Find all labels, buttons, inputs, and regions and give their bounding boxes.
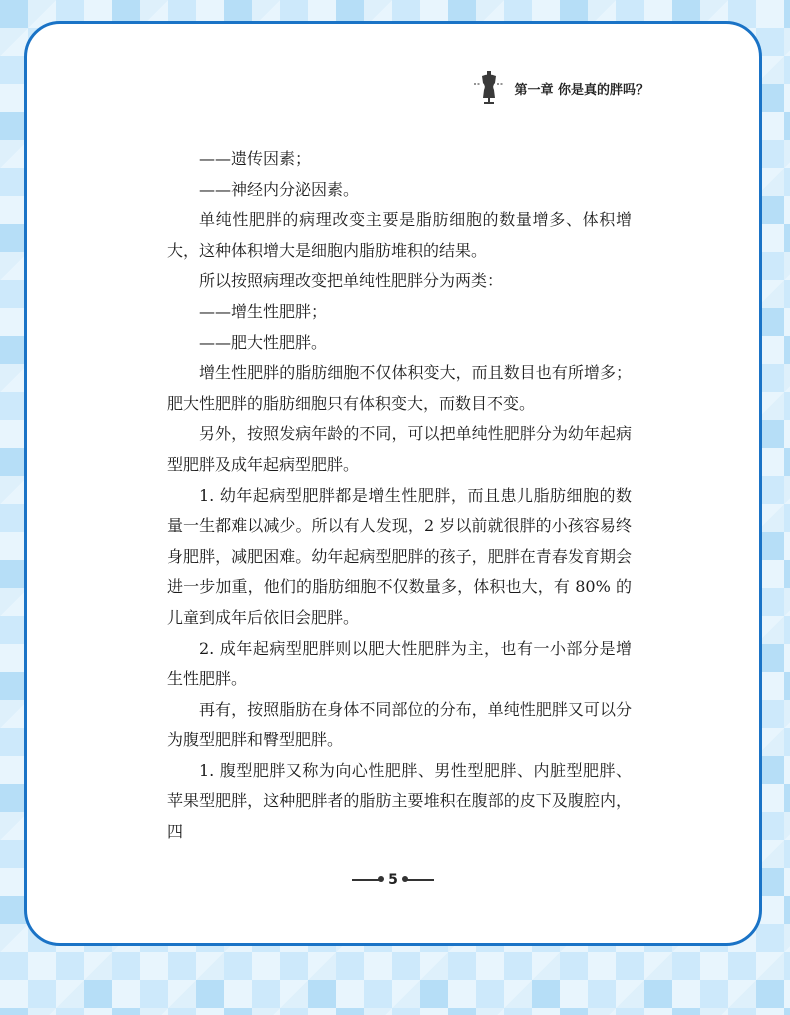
paragraph: 1. 幼年起病型肥胖都是增生性肥胖，而且患儿脂肪细胞的数量一生都难以减少。所以有人发现，2 岁以前就很胖的小孩容易终身肥胖，减肥困难。幼年起病型肥胖的孩子，肥胖在青春发育期会进一步加重，他们的脂肪细胞不仅数量多，体积也大，有 80% 的儿童到成年后依旧会肥胖。	[167, 485, 632, 627]
chapter-title: 第一章 你是真的胖吗？	[514, 82, 649, 98]
page-number: 5	[388, 872, 398, 888]
running-header	[472, 70, 649, 106]
paragraph: ——神经内分泌因素。	[199, 179, 360, 199]
paragraph: 单纯性肥胖的病理改变主要是脂肪细胞的数量增多、体积增大，这种体积增大是细胞内脂肪堆积的结果。	[167, 210, 632, 260]
book-page	[24, 21, 762, 946]
body-text	[167, 144, 632, 848]
dress-form-icon	[472, 70, 506, 106]
paragraph: 再有，按照脂肪在身体不同部位的分布，单纯性肥胖又可以分为腹型肥胖和臀型肥胖。	[167, 699, 632, 750]
paragraph: 所以按照病理改变把单纯性肥胖分为两类：	[199, 271, 504, 291]
right-arrow-icon	[406, 879, 434, 881]
paragraph: ——遗传因素；	[199, 149, 312, 168]
page-footer	[27, 872, 759, 888]
paragraph: 增生性肥胖的脂肪细胞不仅体积变大，而且数目也有所增多；肥大性肥胖的脂肪细胞只有体积变大，而数目不变。	[167, 363, 632, 413]
paragraph: 2. 成年起病型肥胖则以肥大性肥胖为主，也有一小部分是增生性肥胖。	[167, 638, 632, 689]
paragraph: ——肥大性肥胖。	[199, 332, 328, 352]
left-arrow-icon	[352, 879, 380, 881]
paragraph: 1. 腹型肥胖又称为向心性肥胖、男性型肥胖、内脏型肥胖、苹果型肥胖，这种肥胖者的脂肪主要堆积在腹部的皮下及腹腔内，四	[167, 760, 632, 842]
paragraph: ——增生性肥胖；	[199, 301, 328, 321]
paragraph: 另外，按照发病年龄的不同，可以把单纯性肥胖分为幼年起病型肥胖及成年起病型肥胖。	[167, 424, 632, 474]
